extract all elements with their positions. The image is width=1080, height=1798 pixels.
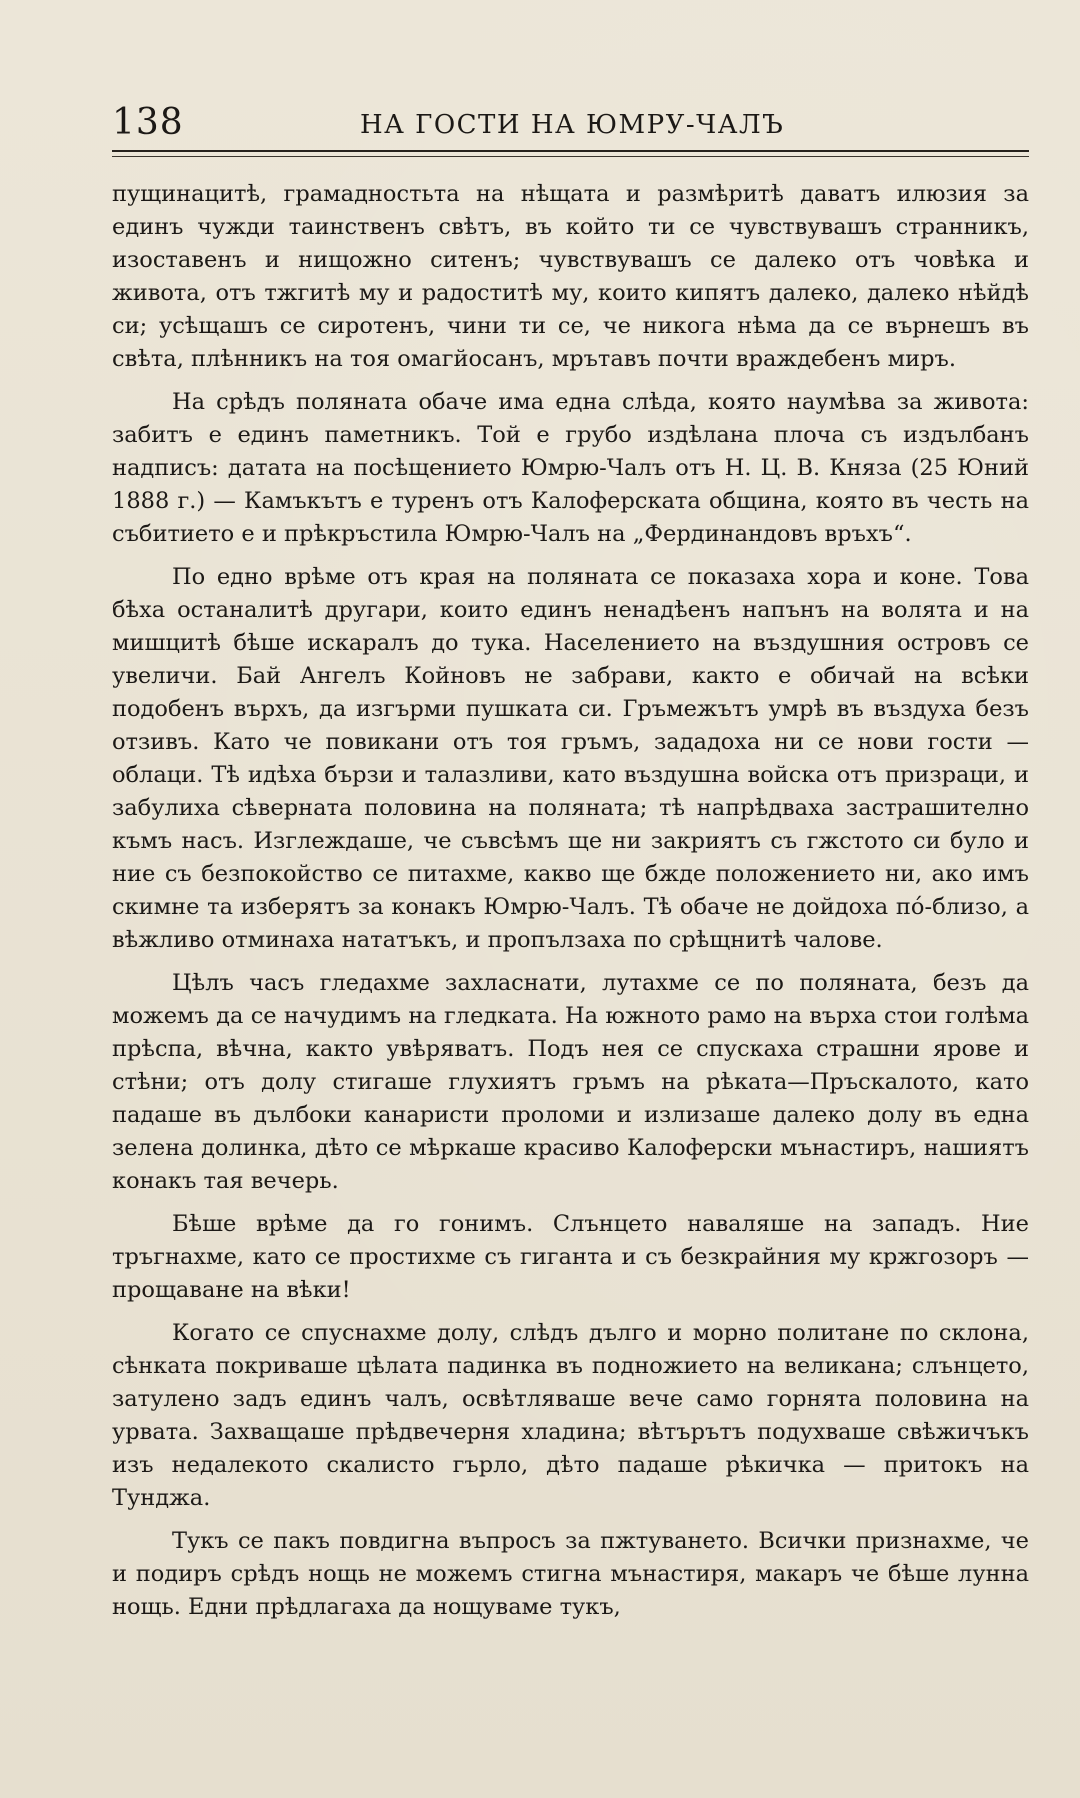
- header-rule-thick: [112, 150, 1029, 152]
- page-header: [112, 92, 1029, 152]
- header-rule-thin: [112, 156, 1029, 157]
- paragraph-companions-clouds: По едно врѣме отъ края на поляната се показаха хора и коне. Това бѣха останалитѣ другари, които единъ ненадѣенъ напънъ на волята и на мишцитѣ бѣше искаралъ до тука. Населението на въздушния островъ се увеличи. Бай Ангелъ Койновъ не забрави, както е обичай на всѣки подобенъ върхъ, да изгърми пушката си. Гръмежътъ умрѣ въ въздуха безъ отзивъ. Като че повикани отъ тоя гръмъ, зададоха ни се нови гости — облаци. Тѣ идѣха бързи и талазливи, като въздушна войска отъ призраци, и забулиха сѣверната половина на поляната; тѣ напрѣдваха застрашително къмъ насъ. Изглеждаше, че съвсѣмъ ще ни закриятъ съ гжстото си було и ние съ безпокойство се питахме, какво ще бжде положението ни, ако имъ скимне та изберятъ за конакъ Юмрю-Чалъ. Тѣ обаче не дойдоха по́-близо, а вѣжливо отминаха нататъкъ, и пропълзаха по срѣщнитѣ чалове.: [112, 564, 1029, 953]
- paragraph-descent: Когато се спуснахме долу, слѣдъ дълго и морно политане по склона, сѣнката покриваше цѣлата падинка въ подножието на великана; слънцето, затулено задъ единъ чалъ, освѣтляваше вече само горнята половина на урвата. Захващаше прѣдвечерня хладина; вѣтърътъ подухваше свѣжичъкъ изъ недалекото скалисто гърло, дѣто падаше рѣкичка — притокъ на Тунджа.: [112, 1320, 1029, 1511]
- page-number: 138: [112, 102, 184, 143]
- running-head: НА ГОСТИ НА ЮМРУ-ЧАЛЪ: [360, 110, 785, 140]
- paragraph-departure: Бѣше врѣме да го гонимъ. Слънцето наваляше на западъ. Ние тръгнахме, като се простихме съ гиганта и съ безкрайния му кржгозоръ — прощаване на вѣки!: [112, 1211, 1029, 1303]
- paragraph-monument: На срѣдъ поляната обаче има една слѣда, която наумѣва за живота: забитъ е единъ паметникъ. Той е грубо издѣлана плоча съ издълбанъ надписъ: датата на посѣщението Юмрю-Чалъ отъ Н. Ц. В. Княза (25 Юний 1888 г.) — Камъкътъ е туренъ отъ Калоферската община, която въ честь на събитието е и прѣкръстила Юмрю-Чалъ на „Фердинандовъ връхъ“.: [112, 389, 1029, 547]
- paragraph-night-question: Тукъ се пакъ повдигна въпросъ за пжтуването. Всички признахме, че и подиръ срѣдъ нощь не можемъ стигна мънастиря, макаръ че бѣше лунна нощь. Едни прѣдлагаха да нощуваме тукъ,: [112, 1528, 1029, 1620]
- paragraph-continued: пущинацитѣ, грамадностьта на нѣщата и размѣритѣ даватъ илюзия за единъ чужди таинственъ свѣтъ, въ който ти се чувствувашъ странникъ, изоставенъ и нищожно ситенъ; чувствувашъ се далеко отъ човѣка и живота, отъ тжгитѣ му и радоститѣ му, които кипятъ далеко, далеко нѣйдѣ си; усѣщашъ се сиротенъ, чини ти се, че никога нѣма да се върнешъ въ свѣта, плѣнникъ на тоя омагйосанъ, мрътавъ почти враждебенъ миръ.: [112, 181, 1029, 372]
- paragraph-view: Цѣлъ часъ гледахме захласнати, лутахме се по поляната, безъ да можемъ да се начудимъ на гледката. На южното рамо на върха стои голѣма прѣспа, вѣчна, както увѣряватъ. Подъ нея се спускаха страшни ярове и стѣни; отъ долу стигаше глухиятъ гръмъ на рѣката—Пръскалото, като падаше въ дълбоки канаристи проломи и излизаше далеко долу въ една зелена долинка, дѣто се мѣркаше красиво Калоферски мънастиръ, нашиятъ конакъ тая вечерь.: [112, 970, 1029, 1194]
- body-text: [112, 178, 1029, 1624]
